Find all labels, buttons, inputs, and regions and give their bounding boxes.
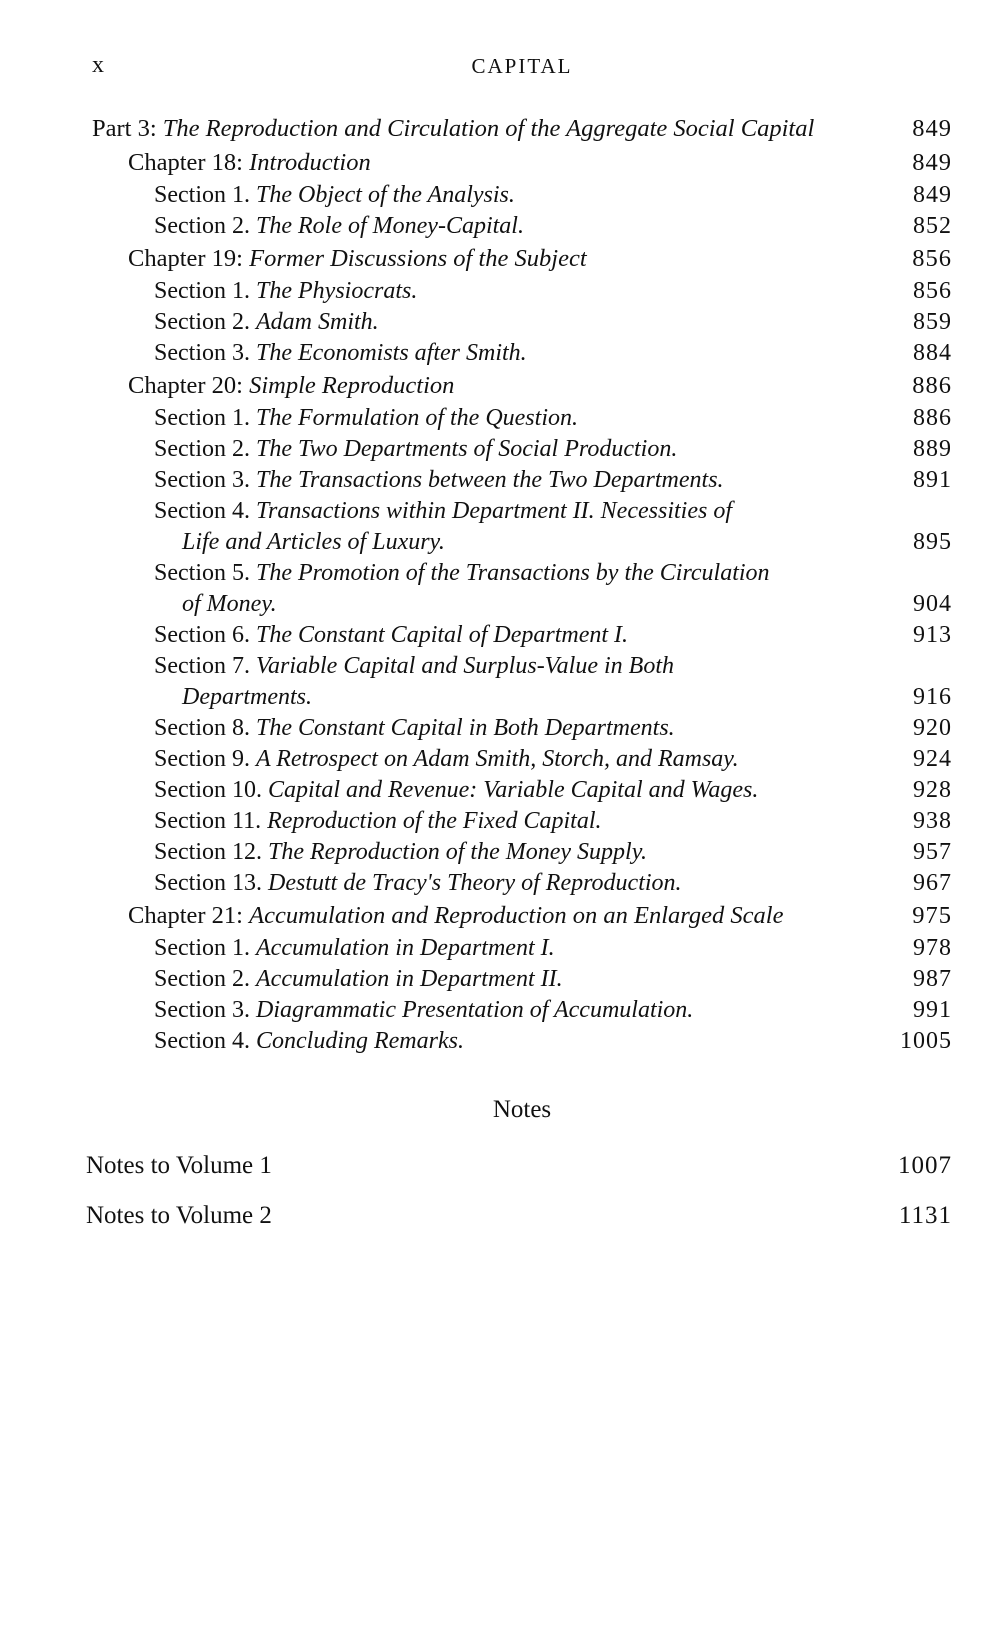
section-title: Concluding Remarks.	[256, 1028, 464, 1054]
toc-section	[92, 276, 952, 307]
page-number: 849	[912, 115, 952, 142]
part-title: The Reproduction and Circulation of the Aggregate Social Capital	[162, 115, 815, 142]
page-number: 859	[913, 309, 952, 335]
part-label: Part 3:	[92, 115, 163, 142]
page-number: 1005	[900, 1028, 952, 1054]
page-number: 886	[912, 372, 952, 399]
notes-item	[86, 1148, 952, 1184]
section-label: Section 13.	[154, 870, 268, 896]
section-title: The Constant Capital of Department I.	[256, 622, 628, 648]
running-header	[92, 52, 952, 84]
section-title: The Reproduction of the Money Supply.	[268, 839, 648, 865]
page-number: 978	[913, 935, 952, 961]
toc-section	[92, 496, 952, 558]
section-label: Section 8.	[154, 715, 256, 741]
toc-section	[92, 403, 952, 434]
toc-section	[92, 620, 952, 651]
toc-section	[92, 307, 952, 338]
toc-section	[92, 465, 952, 496]
page-number: 886	[913, 405, 952, 431]
section-title: The Promotion of the Transactions by the Circulation	[256, 560, 770, 586]
page-number: 1007	[898, 1152, 952, 1179]
toc-part-3	[92, 112, 952, 146]
toc-chapter-18	[92, 146, 952, 180]
section-label: Section 1.	[154, 935, 256, 961]
section-label: Section 6.	[154, 622, 256, 648]
section-label: Section 1.	[154, 182, 256, 208]
page-number: 975	[912, 902, 952, 929]
chapter-title: Accumulation and Reproduction on an Enlarged Scale	[249, 902, 784, 929]
section-title: Diagrammatic Presentation of Accumulation.	[256, 997, 694, 1023]
page-number: 884	[913, 340, 952, 366]
toc-chapter-20	[92, 369, 952, 403]
toc-section	[92, 558, 952, 620]
section-title: Transactions within Department II. Necessities of	[256, 498, 732, 524]
chapter-title: Introduction	[249, 149, 371, 176]
section-label: Section 3.	[154, 340, 256, 366]
chapter-label: Chapter 18:	[128, 149, 250, 176]
notes-list	[86, 1148, 952, 1248]
section-title: The Role of Money-Capital.	[256, 213, 524, 239]
running-title: CAPITAL	[471, 54, 573, 78]
section-title: Accumulation in Department I.	[256, 935, 555, 961]
page-number: 852	[913, 213, 952, 239]
section-title: Destutt de Tracy's Theory of Reproduction.	[268, 870, 682, 896]
page-number: 991	[913, 997, 952, 1023]
page-number: 967	[913, 870, 952, 896]
section-label: Section 3.	[154, 467, 256, 493]
toc-section	[92, 806, 952, 837]
toc-section	[92, 180, 952, 211]
section-label: Section 12.	[154, 839, 268, 865]
section-title: The Object of the Analysis.	[256, 182, 515, 208]
page-number: 895	[913, 529, 952, 555]
notes-heading: Notes	[492, 1096, 552, 1123]
section-title-continued: Departments.	[182, 684, 312, 710]
page-number: 891	[913, 467, 952, 493]
page-number: 1131	[898, 1202, 952, 1229]
section-label: Section 4.	[154, 498, 256, 524]
page-number: 987	[913, 966, 952, 992]
chapter-title: Simple Reproduction	[249, 372, 455, 399]
chapter-label: Chapter 20:	[128, 372, 250, 399]
section-label: Section 10.	[154, 777, 268, 803]
toc-section	[92, 1026, 952, 1057]
section-label: Section 2.	[154, 436, 256, 462]
section-title: Capital and Revenue: Variable Capital and Wages.	[268, 777, 759, 803]
page-number: 938	[913, 808, 952, 834]
section-title: The Physiocrats.	[256, 278, 418, 304]
section-label: Section 2.	[154, 309, 256, 335]
section-label: Section 11.	[154, 808, 268, 834]
toc-section	[92, 651, 952, 713]
toc-section	[92, 775, 952, 806]
chapter-label: Chapter 19:	[128, 245, 250, 272]
section-title: The Two Departments of Social Production.	[256, 436, 678, 462]
section-title-continued: Life and Articles of Luxury.	[182, 529, 445, 555]
toc-section	[92, 713, 952, 744]
page-number: 849	[913, 182, 952, 208]
toc-section	[92, 837, 952, 868]
toc-section	[92, 744, 952, 775]
page-number: 849	[912, 149, 952, 176]
chapter-title: Former Discussions of the Subject	[249, 245, 587, 272]
page-number: 924	[913, 746, 952, 772]
section-title: The Formulation of the Question.	[256, 405, 578, 431]
section-title: The Transactions between the Two Departments.	[256, 467, 724, 493]
page-number: 913	[913, 622, 952, 648]
section-title-continued: of Money.	[182, 591, 277, 617]
page-number: 889	[913, 436, 952, 462]
section-label: Section 2.	[154, 213, 256, 239]
toc-section	[92, 868, 952, 899]
section-label: Section 7.	[154, 653, 256, 679]
toc-section	[92, 338, 952, 369]
chapter-label: Chapter 21:	[128, 902, 250, 929]
table-of-contents	[92, 112, 952, 1057]
section-label: Section 1.	[154, 405, 256, 431]
page-number: 916	[913, 684, 952, 710]
section-title: Adam Smith.	[256, 309, 379, 335]
notes-item	[86, 1198, 952, 1234]
section-label: Section 4.	[154, 1028, 256, 1054]
section-label: Section 3.	[154, 997, 256, 1023]
section-label: Section 5.	[154, 560, 256, 586]
toc-section	[92, 964, 952, 995]
page-number: 856	[913, 278, 952, 304]
section-label: Section 1.	[154, 278, 256, 304]
toc-chapter-19	[92, 242, 952, 276]
page-number: 856	[912, 245, 952, 272]
page-number: 957	[913, 839, 952, 865]
section-label: Section 9.	[154, 746, 256, 772]
page-number: 928	[913, 777, 952, 803]
page-number: 920	[913, 715, 952, 741]
toc-section	[92, 933, 952, 964]
section-title: Reproduction of the Fixed Capital.	[267, 808, 602, 834]
page-number: 904	[913, 591, 952, 617]
section-title: Accumulation in Department II.	[256, 966, 563, 992]
section-label: Section 2.	[154, 966, 256, 992]
page-folio: x	[92, 52, 104, 78]
section-title: The Economists after Smith.	[256, 340, 527, 366]
toc-section	[92, 434, 952, 465]
toc-section	[92, 995, 952, 1026]
notes-label: Notes to Volume 2	[86, 1202, 272, 1229]
section-title: Variable Capital and Surplus-Value in Both	[256, 653, 674, 679]
notes-label: Notes to Volume 1	[86, 1152, 272, 1179]
section-title: The Constant Capital in Both Departments.	[256, 715, 675, 741]
toc-chapter-21	[92, 899, 952, 933]
section-title: A Retrospect on Adam Smith, Storch, and Ramsay.	[256, 746, 739, 772]
toc-section	[92, 211, 952, 242]
